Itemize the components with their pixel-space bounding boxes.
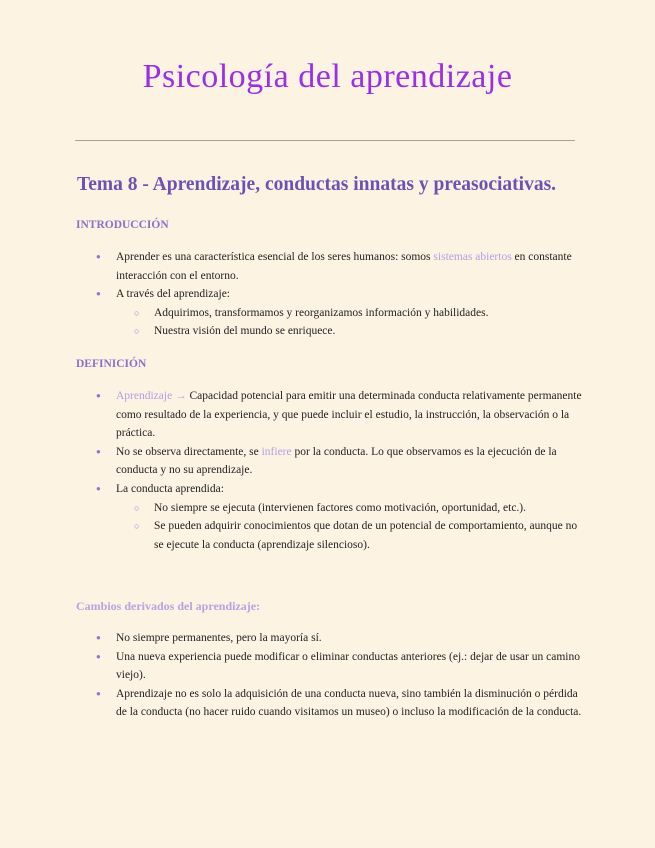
sub-list-item: ○ Se pueden adquirir conocimientos que dotan de un potencial de comportamiento, aunque no se ejecute la conducta (aprendizaje silencioso). [116,517,586,554]
list-item: ● A través del aprendizaje: ○ Adquirimos, transformamos y reorganizamos información y habilidades. ○ Nuestra visión del mundo se enriquece. [96,285,586,341]
intro-list [96,248,586,341]
highlight-term: sistemas abiertos [433,251,512,263]
highlight-term: Aprendizaje → [116,390,187,402]
changes-list [96,629,586,722]
definition-list [96,387,586,554]
topic-heading: Tema 8 - Aprendizaje, conductas innatas y preasociativas. [77,174,557,195]
changes-heading: Cambios derivados del aprendizaje: [76,599,261,613]
sub-list [116,499,586,555]
title-divider [75,140,575,141]
definition-heading: DEFINICIÓN [76,358,147,370]
list-item: ● Aprendizaje → Capacidad potencial para emitir una determinada conducta relativamente permanente como resultado de la experiencia, y que puede incluir el estudio, la instrucción, la observación o la práctica. [96,387,586,443]
sub-list-item: ○ Nuestra visión del mundo se enriquece. [116,322,586,341]
intro-heading: INTRODUCCIÓN [76,219,169,231]
list-item: ● Aprender es una característica esencial de los seres humanos: somos sistemas abiertos en constante interacción con el entorno. [96,248,586,285]
list-item: ● Una nueva experiencia puede modificar o eliminar conductas anteriores (ej.: dejar de usar un camino viejo). [96,648,586,685]
list-item: ● No se observa directamente, se infiere por la conducta. Lo que observamos es la ejecución de la conducta y no su aprendizaje. [96,443,586,480]
sub-list-item: ○ Adquirimos, transformamos y reorganizamos información y habilidades. [116,304,586,323]
page-title: Psicología del aprendizaje [142,58,513,95]
list-item: ● Aprendizaje no es solo la adquisición de una conducta nueva, sino también la disminución o pérdida de la conducta (no hacer ruido cuando visitamos un museo) o incluso la modificación de la conducta. [96,685,586,722]
list-item: ● No siempre permanentes, pero la mayoría sí. [96,629,586,648]
sub-list [116,304,586,341]
sub-list-item: ○ No siempre se ejecuta (intervienen factores como motivación, oportunidad, etc.). [116,499,586,518]
highlight-term: infiere [261,445,292,458]
list-item: ● La conducta aprendida: ○ No siempre se ejecuta (intervienen factores como motivación, oportunidad, etc.). ○ Se pueden adquirir conocimientos que dotan de un potencial de comportamiento, aunque no se ejecute la conducta (aprendizaje silencioso). [96,480,586,554]
